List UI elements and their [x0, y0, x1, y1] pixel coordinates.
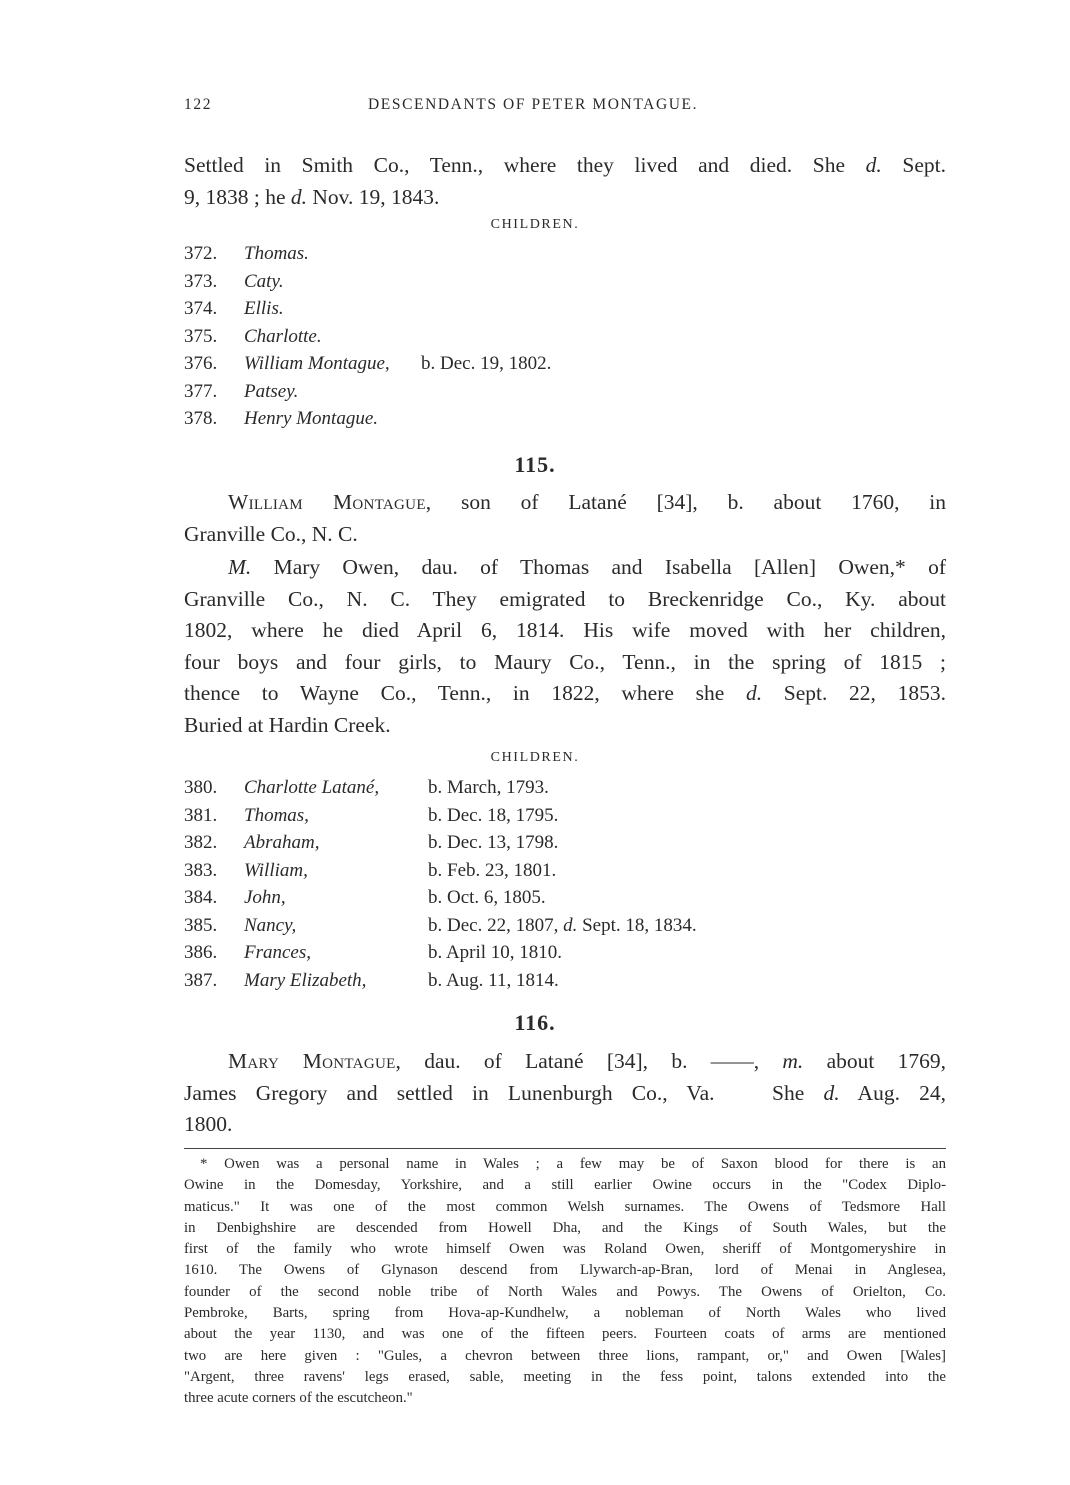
footnote-line: three acute corners of the escutcheon." — [184, 1390, 413, 1407]
child-number: 384. — [184, 887, 218, 908]
child-number: 372. — [184, 243, 218, 264]
child-name: Frances, — [244, 942, 312, 963]
child-detail: b. March, 1793. — [428, 777, 549, 798]
child-entry — [184, 350, 884, 378]
child-name: Mary Elizabeth, — [244, 969, 367, 991]
running-header — [184, 96, 946, 122]
text-line: 1800. — [184, 1112, 233, 1136]
child-detail: b. Dec. 18, 1795. — [428, 804, 559, 826]
child-entry — [184, 857, 884, 885]
child-name: Abraham, — [244, 832, 320, 853]
child-entry — [184, 939, 884, 967]
section-116-paragraph — [184, 1046, 946, 1141]
child-detail: b. April 10, 1810. — [428, 942, 563, 963]
child-detail: b. Oct. 6, 1805. — [428, 887, 546, 908]
child-number: 386. — [184, 942, 218, 963]
section-115-paragraph-2 — [184, 552, 946, 741]
children-heading: CHILDREN. — [490, 750, 580, 765]
child-number: 381. — [184, 804, 218, 826]
child-detail: b. Feb. 23, 1801. — [428, 859, 557, 881]
child-detail: b. Dec. 13, 1798. — [428, 832, 559, 853]
child-name: Henry Montague. — [244, 408, 379, 429]
child-name: William, — [244, 859, 308, 881]
child-detail: b. Dec. 19, 1802. — [421, 353, 552, 374]
footnote-line: two are here given : "Gules, a chevron between three lions, rampant, or," and Owen [Wales] — [184, 1347, 946, 1364]
section-number: 115. — [514, 452, 556, 477]
child-entry — [184, 240, 884, 268]
person-name: Mary Montague — [228, 1049, 396, 1073]
footnote-line: founder of the second noble tribe of North Wales and Powys. The Owens of Orielton, Co. — [184, 1283, 946, 1300]
child-number: 378. — [184, 408, 218, 429]
person-name: William Montague — [228, 490, 426, 514]
section-115-paragraph-1 — [184, 487, 946, 550]
child-name: Charlotte Latané, — [244, 777, 380, 798]
child-entry — [184, 774, 884, 802]
child-entry — [184, 378, 884, 406]
child-number: 376. — [184, 353, 218, 374]
child-entry — [184, 295, 884, 323]
child-name: Patsey. — [244, 380, 299, 402]
child-detail: b. Dec. 22, 1807, d. Sept. 18, 1834. — [428, 914, 697, 936]
footnote-line: first of the family who wrote himself Owen was Roland Owen, sheriff of Montgomeryshire in — [184, 1241, 946, 1258]
text-line: William Montague, son of Latané [34], b. about 1760, in — [228, 490, 946, 514]
child-name: John, — [244, 887, 286, 908]
text-line: four boys and four girls, to Maury Co., Tenn., in the spring of 1815 ; — [184, 649, 946, 674]
text-line: Buried at Hardin Creek. — [184, 712, 391, 737]
text-line: James Gregory and settled in Lunenburgh Co., Va. She d. Aug. 24, — [184, 1080, 946, 1105]
children-list-2 — [184, 774, 884, 994]
footnote-divider — [184, 1148, 946, 1149]
footnote-line: maticus." It was one of the most common Welsh surnames. The Owens of Tedsmore Hall — [184, 1198, 946, 1215]
child-name: Charlotte. — [244, 325, 322, 347]
footnote-line: "Argent, three ravens' legs erased, sable, meeting in the fess point, talons extended into the — [184, 1368, 946, 1385]
child-number: 373. — [184, 270, 218, 292]
text-line: 9, 1838 ; he d. Nov. 19, 1843. — [184, 184, 440, 209]
section-number: 116. — [514, 1010, 556, 1035]
child-name: Nancy, — [244, 914, 297, 936]
text-line: thence to Wayne Co., Tenn., in 1822, where she d. Sept. 22, 1853. — [184, 681, 946, 705]
child-number: 374. — [184, 298, 218, 319]
child-number: 385. — [184, 914, 218, 936]
child-number: 387. — [184, 969, 218, 991]
child-entry — [184, 829, 884, 857]
footnote-line: about the year 1130, and was one of the fifteen peers. Fourteen coats of arms are mentioned — [184, 1326, 946, 1343]
footnote-line: 1610. The Owens of Glynason descend from Llywarch-ap-Bran, lord of Menai in Anglesea, — [184, 1262, 946, 1279]
child-entry — [184, 884, 884, 912]
child-name: Ellis. — [244, 298, 284, 319]
child-name: Thomas. — [244, 243, 309, 264]
text-line: 1802, where he died April 6, 1814. His wife moved with her children, — [184, 618, 946, 642]
footnote-line: in Denbighshire are descended from Howell Dha, and the Kings of South Wales, but the — [184, 1219, 946, 1236]
footnote-line: * Owen was a personal name in Wales ; a few may be of Saxon blood for there is an — [200, 1156, 946, 1172]
text-line: Granville Co., N. C. They emigrated to Breckenridge Co., Ky. about — [184, 586, 946, 611]
child-number: 377. — [184, 380, 218, 402]
child-entry — [184, 323, 884, 351]
page-number: 122 — [184, 96, 213, 113]
child-entry — [184, 912, 884, 940]
text-line: Settled in Smith Co., Tenn., where they lived and died. She d. Sept. — [184, 153, 946, 177]
footnote-line: Pembroke, Barts, spring from Hova-ap-Kundhelw, a nobleman of North Wales who lived — [184, 1305, 946, 1322]
child-entry — [184, 268, 884, 296]
child-number: 380. — [184, 777, 218, 798]
running-title: DESCENDANTS OF PETER MONTAGUE. — [368, 96, 699, 113]
footnote — [184, 1154, 946, 1410]
child-entry — [184, 967, 884, 995]
children-heading: CHILDREN. — [490, 217, 580, 232]
child-name: Caty. — [244, 270, 284, 292]
intro-paragraph — [184, 150, 946, 213]
children-list-1 — [184, 240, 884, 433]
child-detail: b. Aug. 11, 1814. — [428, 969, 559, 991]
child-number: 383. — [184, 859, 218, 881]
text-line: Mary Montague, dau. of Latané [34], b. ——, m. about 1769, — [228, 1049, 946, 1073]
text-line: M. Mary Owen, dau. of Thomas and Isabella [Allen] Owen,* of — [228, 555, 946, 579]
child-entry — [184, 802, 884, 830]
child-entry — [184, 405, 884, 433]
child-number: 375. — [184, 325, 218, 347]
child-number: 382. — [184, 832, 218, 853]
child-name: William Montague, — [244, 353, 390, 374]
child-name: Thomas, — [244, 804, 309, 826]
footnote-line: Owine in the Domesday, Yorkshire, and a still earlier Owine occurs in the "Codex Diplo- — [184, 1177, 946, 1194]
text-line: Granville Co., N. C. — [184, 521, 358, 546]
